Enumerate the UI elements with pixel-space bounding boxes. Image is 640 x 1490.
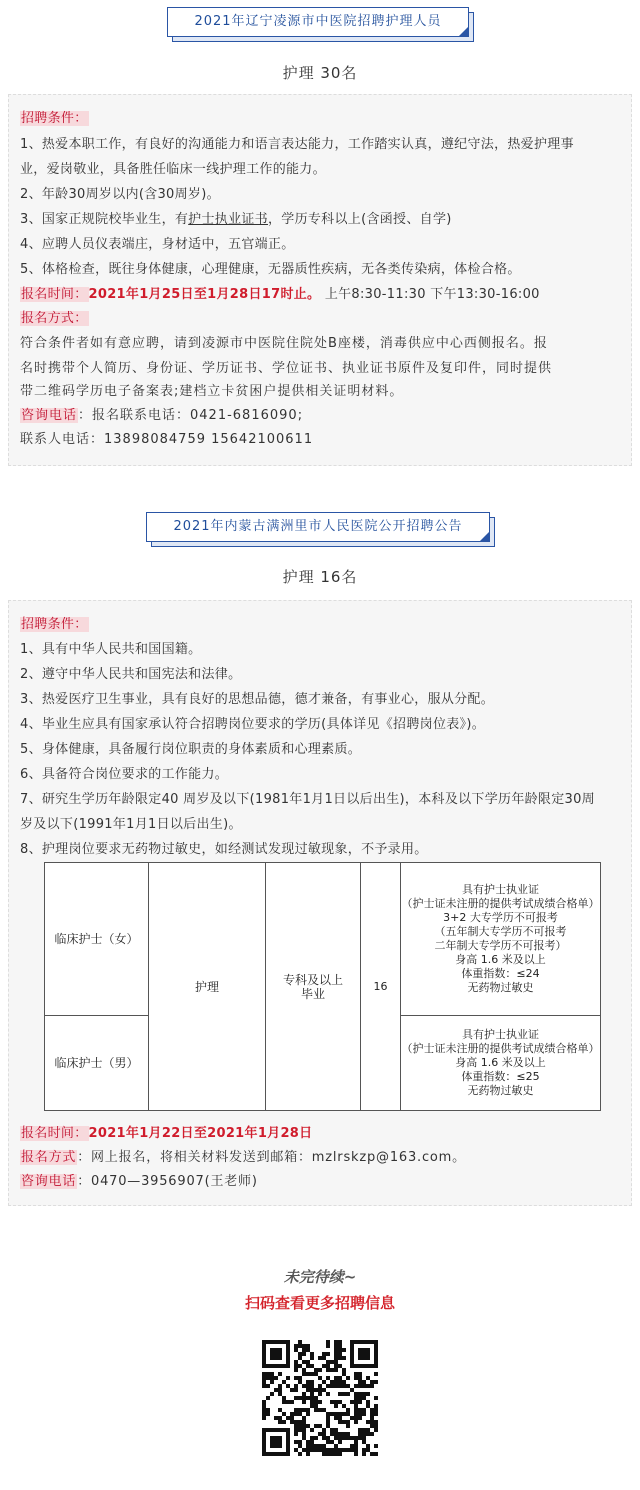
phone-value: ：0470—3956907(王老师)	[77, 1174, 258, 1189]
method-value: ：网上报名，将相关材料发送到邮箱：mzlrskzp@163.com。	[77, 1150, 466, 1165]
time-label: 报名时间：	[21, 287, 88, 302]
table-row	[45, 863, 601, 1016]
item-text: ，学历专科以上(含函授、自学)	[267, 212, 452, 227]
time-value: 2021年1月22日至2021年1月28日	[88, 1126, 313, 1141]
section2-title: 2021年内蒙古满洲里市人民医院公开招聘公告	[146, 512, 490, 542]
section2-item: 5、身体健康，具备履行岗位职责的身体素质和心理素质。	[20, 742, 362, 757]
req-line: （护士证未注册的提供考试成绩合格单）	[401, 1042, 600, 1055]
specialty-cell: 护理	[149, 863, 266, 1111]
section2-item: 岁及以下(1991年1月1日以后出生)。	[20, 817, 242, 832]
number-cell: 16	[361, 863, 401, 1111]
req-line: （护士证未注册的提供考试成绩合格单）	[401, 897, 600, 910]
section2-title-block	[0, 505, 640, 555]
section1-time	[20, 287, 620, 303]
method-label: 报名方式	[21, 1150, 77, 1165]
section2-method	[20, 1150, 620, 1166]
req-line: 体重指数：≤24	[461, 967, 540, 980]
section1-conditions-label	[20, 111, 620, 127]
section2-item: 7、研究生学历年龄限定40 周岁及以下(1981年1月1日以后出生)，本科及以下学历年龄限定30周	[20, 792, 595, 807]
section1-title: 2021年辽宁凌源市中医院招聘护理人员	[167, 7, 469, 37]
section2-item: 4、毕业生应具有国家承认符合招聘岗位要求的学历(具体详见《招聘岗位表》)。	[20, 717, 486, 732]
section1-method-line: 带二维码学历电子备案表;建档立卡贫困户提供相关证明材料。	[20, 384, 404, 399]
post-male-cell: 临床护士（男）	[45, 1016, 149, 1111]
phone-label: 咨询电话	[21, 1174, 77, 1189]
section1-method-label	[20, 311, 620, 327]
phone-label: 咨询电话	[21, 408, 78, 423]
req-line: 身高 1.6 米及以上	[455, 1056, 546, 1069]
section1-item: 业，爱岗敬业，具备胜任临床一线护理工作的能力。	[20, 162, 326, 177]
section2-item: 2、遵守中华人民共和国宪法和法律。	[20, 667, 242, 682]
section1-title-block	[0, 0, 640, 50]
req-line: 3+2 大专学历不可报考	[443, 911, 558, 924]
section2-item: 8、护理岗位要求无药物过敏史，如经测试发现过敏现象，不予录用。	[20, 842, 428, 857]
positions-table	[44, 862, 601, 1111]
req-line: 具有护士执业证	[462, 883, 539, 896]
education-cell: 专科及以上毕业	[266, 863, 361, 1111]
section1-item: 2、年龄30周岁以内(含30周岁)。	[20, 187, 220, 202]
phone-value: ：报名联系电话：0421-6816090;	[78, 408, 304, 423]
section2-phone	[20, 1174, 620, 1190]
post-female-cell: 临床护士（女）	[45, 863, 149, 1016]
section2-item: 6、具备符合岗位要求的工作能力。	[20, 767, 229, 782]
section1-item	[20, 212, 620, 228]
section1-method-line: 符合条件者如有意应聘，请到凌源市中医院住院处B座楼，消毒供应中心西侧报名。报	[20, 336, 548, 351]
section1-count: 护理 30名	[282, 64, 358, 82]
title-corner	[459, 26, 469, 36]
section2-item: 1、具有中华人民共和国国籍。	[20, 642, 202, 657]
license-text: 护士执业证书	[188, 212, 268, 227]
req-line: 无药物过敏史	[467, 981, 534, 994]
footer-continued: 未完待续~	[283, 1268, 357, 1286]
req-male-cell	[401, 1016, 601, 1111]
conditions-label: 招聘条件：	[21, 617, 88, 632]
time-value: 2021年1月25日至1月28日17时止。	[88, 287, 321, 302]
conditions-label: 招聘条件：	[21, 111, 88, 126]
time-extra: 上午8:30-11:30 下午13:30-16:00	[324, 287, 540, 302]
req-line: 二年制大专学历不可报考）	[434, 939, 567, 952]
footer-scan-hint: 扫码查看更多招聘信息	[244, 1294, 395, 1312]
time-label: 报名时间：	[21, 1126, 88, 1141]
item-text: 3、国家正规院校毕业生，有	[20, 212, 189, 227]
section2-count: 护理 16名	[282, 568, 358, 586]
section1-item: 5、体格检查，既往身体健康，心理健康，无器质性疾病，无各类传染病，体检合格。	[20, 262, 521, 277]
section1-phone	[20, 408, 620, 424]
req-female-cell	[401, 863, 601, 1016]
req-line: 无药物过敏史	[467, 1084, 534, 1097]
req-line: 具有护士执业证	[462, 1028, 539, 1041]
section1-item: 4、应聘人员仪表端庄，身材适中，五官端正。	[20, 237, 295, 252]
title-corner	[480, 531, 490, 541]
req-line: 体重指数：≤25	[461, 1070, 540, 1083]
section1-contact: 联系人电话：13898084759 15642100611	[20, 432, 314, 447]
section1-method-line: 名时携带个人简历、身份证、学历证书、学位证书、执业证书原件及复印件，同时提供	[20, 361, 553, 376]
section1-item: 1、热爱本职工作，有良好的沟通能力和语言表达能力，工作踏实认真，遵纪守法，热爱护理事	[20, 137, 574, 152]
req-line: 身高 1.6 米及以上	[455, 953, 546, 966]
section2-conditions-label	[20, 617, 620, 633]
section2-time	[20, 1126, 620, 1142]
req-line: （五年制大专学历不可报考	[434, 925, 567, 938]
qr-code-image[interactable]	[262, 1340, 378, 1456]
method-label: 报名方式：	[21, 311, 88, 326]
section2-item: 3、热爱医疗卫生事业，具有良好的思想品德，德才兼备，有事业心，服从分配。	[20, 692, 495, 707]
